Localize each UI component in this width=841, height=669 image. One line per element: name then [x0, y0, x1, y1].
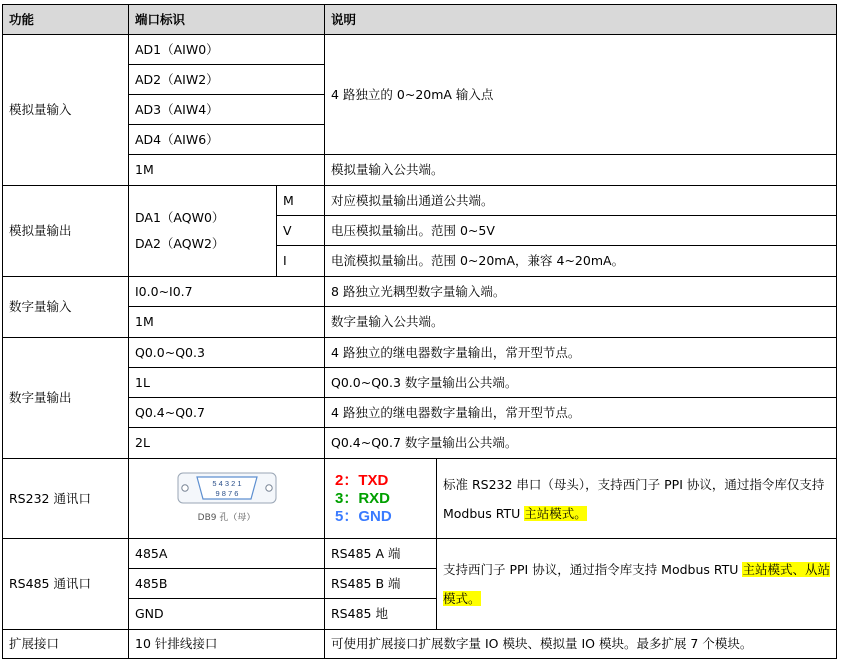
analog-out-label: 模拟量输出	[3, 186, 129, 277]
table-row	[3, 186, 837, 216]
port-cell: AD3（AIW4）	[129, 95, 325, 125]
pin-assignment	[325, 459, 437, 539]
port-cell: 2L	[129, 428, 325, 459]
desc-cell: Q0.4~Q0.7 数字量输出公共端。	[325, 428, 837, 459]
db9-connector-icon	[177, 471, 277, 505]
port-cell: AD1（AIW0）	[129, 35, 325, 65]
table-row	[3, 428, 837, 459]
db9-pins-bottom: 9 8 7 6	[215, 488, 238, 498]
table-row	[3, 539, 837, 569]
rs485-desc-text: 支持西门子 PPI 协议，通过指令库支持 Modbus RTU	[443, 562, 743, 577]
port-cell: 485B	[129, 569, 325, 599]
desc-cell: 模拟量输入公共端。	[325, 155, 837, 186]
desc-cell: 可使用扩展接口扩展数字量 IO 模块、模拟量 IO 模块。最多扩展 7 个模块。	[325, 630, 837, 659]
analog-in-label: 模拟量输入	[3, 35, 129, 186]
sub-code: I	[277, 246, 325, 277]
desc-cell: 对应模拟量输出通道公共端。	[325, 186, 837, 216]
port-cell: I0.0~I0.7	[129, 277, 325, 307]
rs232-desc	[437, 459, 837, 539]
port-cell: 10 针排线接口	[129, 630, 325, 659]
rs485-desc-highlight-2: 模式。	[443, 591, 481, 606]
rs232-label: RS232 通讯口	[3, 459, 129, 539]
pin-txd: 2：TXD	[335, 471, 389, 489]
desc-cell: 数字量输入公共端。	[325, 307, 837, 338]
pin-gnd: 5：GND	[335, 507, 392, 525]
port-spec-table	[2, 4, 837, 659]
db9-caption: DB9 孔（母）	[197, 512, 256, 523]
rs485-desc	[437, 539, 837, 630]
table-row	[3, 277, 837, 307]
sub-code: V	[277, 216, 325, 246]
port-cell: AD2（AIW2）	[129, 65, 325, 95]
expansion-label: 扩展接口	[3, 630, 129, 659]
desc-cell: RS485 地	[325, 599, 437, 630]
pin-rxd: 3：RXD	[335, 489, 391, 507]
port-cell: 1L	[129, 368, 325, 398]
header-port: 端口标识	[129, 5, 325, 35]
analog-in-desc: 4 路独立的 0~20mA 输入点	[325, 35, 837, 155]
table-row	[3, 459, 837, 539]
table-row	[3, 35, 837, 65]
port-cell: 485A	[129, 539, 325, 569]
digital-in-label: 数字量输入	[3, 277, 129, 338]
db9-cell	[129, 459, 325, 539]
desc-cell: 电压模拟量输出。范围 0~5V	[325, 216, 837, 246]
db9-pins-top: 5 4 3 2 1	[211, 478, 242, 488]
table-row	[3, 630, 837, 659]
db9-connector	[129, 471, 324, 527]
port-cell: AD4（AIW6）	[129, 125, 325, 155]
port-da1: DA1（AQW0）	[135, 210, 225, 225]
desc-cell: Q0.0~Q0.3 数字量输出公共端。	[325, 368, 837, 398]
port-da2: DA2（AQW2）	[135, 236, 225, 251]
port-cell: Q0.4~Q0.7	[129, 398, 325, 428]
table-row	[3, 368, 837, 398]
rs485-label: RS485 通讯口	[3, 539, 129, 630]
port-cell: 1M	[129, 307, 325, 338]
port-cell: GND	[129, 599, 325, 630]
port-cell: Q0.0~Q0.3	[129, 338, 325, 368]
header-function: 功能	[3, 5, 129, 35]
sub-code: M	[277, 186, 325, 216]
header-description: 说明	[325, 5, 837, 35]
desc-cell: 8 路独立光耦型数字量输入端。	[325, 277, 837, 307]
desc-cell: RS485 A 端	[325, 539, 437, 569]
desc-cell: 4 路独立的继电器数字量输出，常开型节点。	[325, 338, 837, 368]
header-row	[3, 5, 837, 35]
rs485-desc-highlight: 主站模式、从站	[742, 562, 830, 577]
table-row	[3, 155, 837, 186]
desc-cell: 电流模拟量输出。范围 0~20mA，兼容 4~20mA。	[325, 246, 837, 277]
analog-out-ports	[129, 186, 277, 277]
desc-cell: 4 路独立的继电器数字量输出，常开型节点。	[325, 398, 837, 428]
table-row	[3, 398, 837, 428]
digital-out-label: 数字量输出	[3, 338, 129, 459]
port-cell: 1M	[129, 155, 325, 186]
desc-cell: RS485 B 端	[325, 569, 437, 599]
table-row	[3, 338, 837, 368]
rs232-desc-highlight: 主站模式。	[524, 505, 587, 521]
rs232-desc-text: 标准 RS232 串口（母头），支持西门子 PPI 协议，通过指令库仅支持 Modbus RTU	[443, 476, 825, 521]
table-row	[3, 307, 837, 338]
